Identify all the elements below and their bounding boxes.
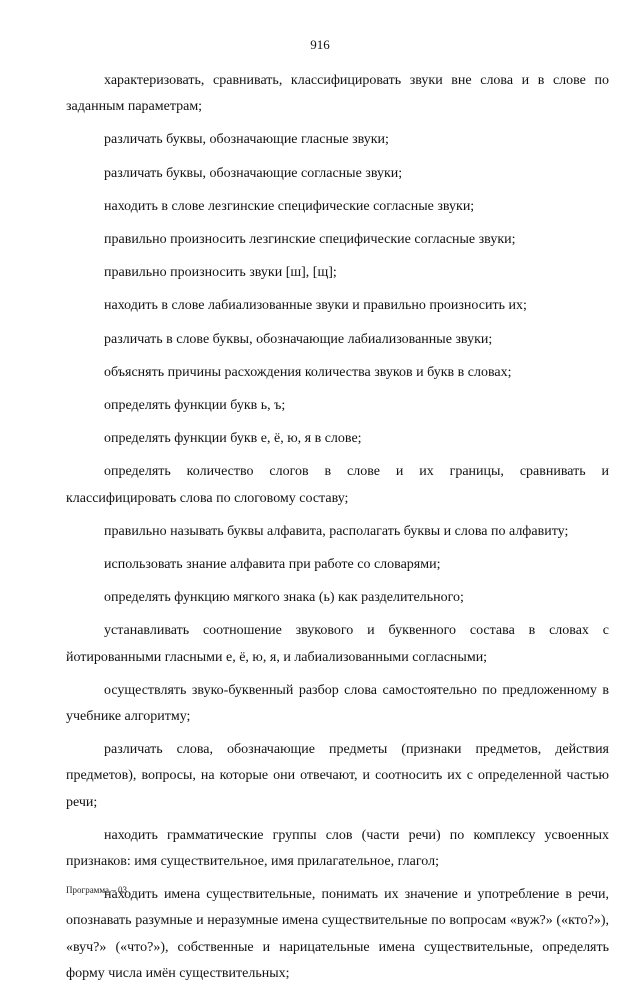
document-body xyxy=(66,68,609,994)
paragraph: различать буквы, обозначающие гласные звуки; xyxy=(104,132,389,148)
page-number: 916 xyxy=(310,37,330,52)
paragraph: правильно называть буквы алфавита, располагать буквы и слова по алфавиту; xyxy=(104,523,569,539)
paragraph: объяснять причины расхождения количества звуков и букв в словах; xyxy=(104,364,512,380)
paragraph: различать буквы, обозначающие согласные звуки; xyxy=(104,165,403,181)
paragraph: определять функцию мягкого знака (ь) как разделительного; xyxy=(104,590,464,606)
paragraph: различать слова, обозначающие предметы (признаки предметов, действия предметов), вопросы, на которые они отвечают, и соотносить их с определенной частью речи; xyxy=(66,742,609,810)
footer-label: Программа – 03 xyxy=(66,885,128,895)
paragraph: находить грамматические группы слов (части речи) по комплексу усвоенных признаков: имя существительное, имя прилагательное, глагол; xyxy=(66,827,609,870)
paragraph: устанавливать соотношение звукового и буквенного состава в словах с йотированными гласными е, ё, ю, я, и лабиализованными согласными; xyxy=(66,623,609,665)
paragraph: определять функции букв ь, ъ; xyxy=(104,398,286,414)
paragraph: различать в слове буквы, обозначающие лабиализованные звуки; xyxy=(104,331,493,347)
paragraph: правильно произносить лезгинские специфические согласные звуки; xyxy=(104,232,516,248)
paragraph: находить в слове лезгинские специфические согласные звуки; xyxy=(104,198,475,214)
paragraph: определять функции букв е, ё, ю, я в слове; xyxy=(104,431,362,447)
paragraph: использовать знание алфавита при работе со словарями; xyxy=(104,557,441,573)
paragraph: определять количество слогов в слове и их границы, сравнивать и классифицировать слова по слоговому составу; xyxy=(66,464,609,506)
paragraph: осуществлять звуко-буквенный разбор слова самостоятельно по предложенному в учебнике алгоритму; xyxy=(66,682,609,725)
paragraph: находить имена существительные, понимать их значение и употребление в речи, опознавать разумные и неразумные имена существительные по вопросам «вуж?» («кто?»), «вуч?» («что?»), собственные и нарицательные имена существительные, определять форму числа имён существительных; xyxy=(66,887,609,981)
paragraph: правильно произносить звуки [ш], [щ]; xyxy=(104,265,337,281)
paragraph: находить в слове лабиализованные звуки и правильно произносить их; xyxy=(104,298,527,314)
paragraph: характеризовать, сравнивать, классифицировать звуки вне слова и в слове по заданным параметрам; xyxy=(66,73,609,115)
